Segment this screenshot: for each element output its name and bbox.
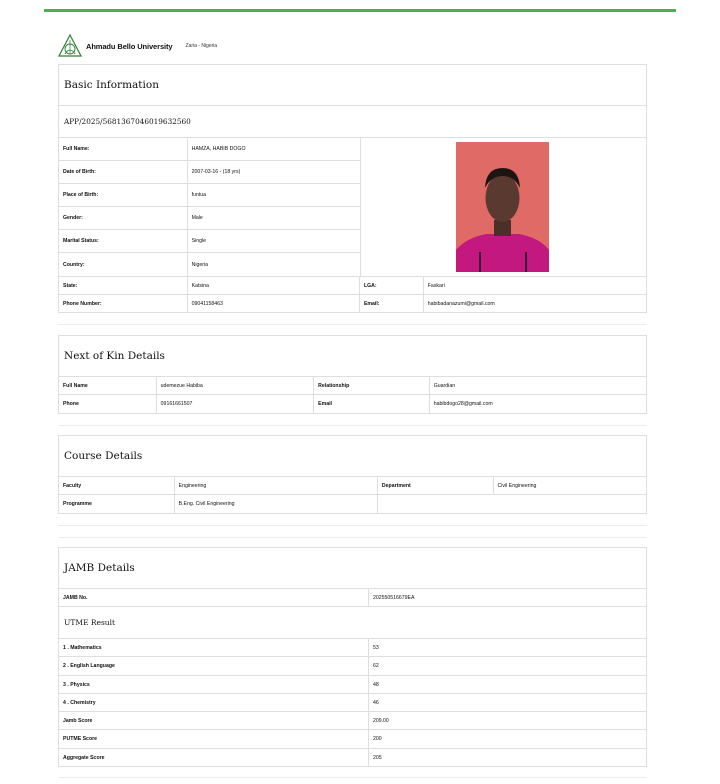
table-row [59,694,646,712]
faculty-label: Faculty [59,477,175,494]
kin-relationship-label: Relationship [314,377,430,394]
table-row [59,639,646,657]
phone-value: 09041158463 [188,295,360,312]
subject-score: 53 [372,644,379,651]
next-of-kin-section [58,335,647,414]
full-name-value: HAMZA, HABIB DOGO [191,146,246,152]
putme-score-label: PUTME Score [59,730,369,748]
kin-phone-label: Phone [59,395,157,413]
university-name: Ahmadu Bello University [86,41,173,51]
country-value: Nigeria [191,262,209,268]
state-value: Katsina [188,277,360,294]
email-value: habibadanazumi@gmail.com [427,300,495,307]
lga-value: Faskari [427,282,445,289]
kin-full-name-label: Full Name [59,377,157,394]
kin-relationship-value: Guardian [433,382,456,389]
pob-label: Place of Birth: [59,184,188,206]
section-divider [58,537,647,538]
university-logo-icon [58,34,82,58]
programme-label: Programme [59,495,175,513]
state-label: State: [59,277,188,294]
aggregate-score-value: 205 [372,755,382,761]
programme-empty-cell [378,495,646,513]
applicant-photo [456,142,549,272]
marital-status-label: Marital Status: [59,230,188,252]
next-of-kin-title: Next of Kin Details [59,336,646,377]
subject-score: 48 [372,681,379,688]
subject-name: 1 . Mathematics [59,639,369,656]
subject-name: 2 . English Language [59,657,369,675]
department-value: Civil Engineering [497,482,537,489]
jamb-details-title: JAMB Details [59,548,646,589]
jamb-details-section [58,547,647,767]
marital-status-value: Single [191,238,206,244]
table-row [59,657,646,676]
kin-phone-value: 09161661507 [157,395,314,413]
gender-value: Male [191,215,203,221]
faculty-value: Engineering [175,477,378,494]
jamb-no-label: JAMB No. [59,589,369,606]
top-accent-bar [44,9,676,12]
putme-score-value: 200 [372,736,382,742]
basic-information-section [58,64,647,313]
pob-value: funtua [191,192,207,198]
course-details-title: Course Details [59,436,646,477]
country-label: Country: [59,253,188,277]
table-row [59,676,646,694]
department-label: Department [378,477,494,494]
dob-label: Date of Birth: [59,161,188,183]
jamb-no-value: 202550516679EA [372,594,415,601]
application-number: APP/2025/5681367046019632560 [64,117,191,126]
kin-full-name-value: udemezue Habiba [157,377,314,394]
subject-score: 46 [372,699,379,706]
university-location: Zaria - Nigeria [185,43,218,49]
section-divider [58,324,647,325]
phone-label: Phone Number: [59,295,188,312]
dob-value: 2007-03-16 - (18 yrs) [191,169,241,175]
utme-result-title: UTME Result [64,618,116,627]
subject-score: 62 [372,663,379,669]
subject-name: 3 . Physics [59,676,369,693]
lga-label: LGA: [360,277,424,294]
section-divider [58,525,647,526]
basic-information-title: Basic Information [59,65,646,106]
jamb-score-value: 209.00 [372,717,389,724]
gender-label: Gender: [59,207,188,229]
jamb-score-label: Jamb Score [59,712,369,729]
full-name-label: Full Name: [59,138,188,160]
email-label: Email: [360,295,424,312]
page-header [58,33,217,59]
kin-email-label: Email [314,395,430,413]
kin-email-value: habibdogo28@gmail.com [433,401,493,407]
programme-value: B.Eng. Civil Engineering [175,495,378,513]
course-details-section [58,435,647,514]
subject-name: 4 . Chemistry [59,694,369,711]
aggregate-score-label: Aggregate Score [59,749,369,767]
section-divider [58,425,647,426]
section-divider [58,777,647,778]
